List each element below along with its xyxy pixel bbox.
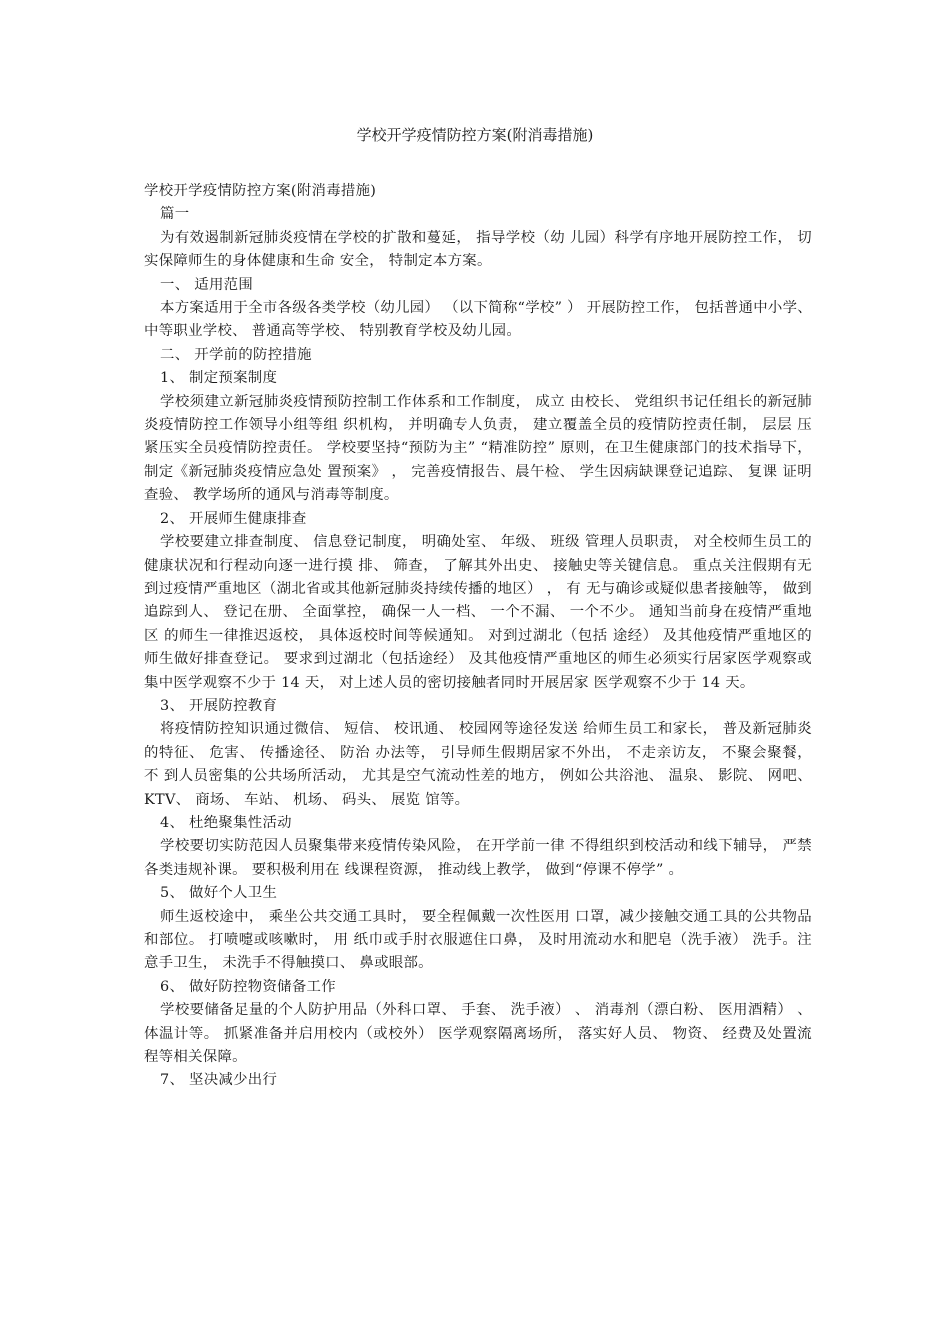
paragraph: 5、 做好个人卫生 xyxy=(160,885,278,902)
paragraph: 将疫情防控知识通过微信、 短信、 校讯通、 校园网等途径发送 给师生员工和家长， 普及新冠肺炎的特征、 危害、 传播途径、 防治 办法等， 引导师生假期居家不外出， 不走亲访友， 不聚会聚餐， 不 到人员密集的公共场所活动， 尤其是空气流动性差的地方， 例如公共浴池、 温泉、 影院、 网吧、KTV、 商场、 车站、 机场、 码头、 展览 馆等。 xyxy=(144,721,812,808)
paragraph: 学校要储备足量的个人防护用品（外科口罩、 手套、 洗手液） 、 消毒剂（漂白粉、 医用酒精） 、 体温计等。 抓紧准备并启用校内（或校外） 医学观察隔离场所， 落实好人员、 物资、 经费及处置流 程等相关保障。 xyxy=(144,1002,812,1066)
paragraph: 4、 杜绝聚集性活动 xyxy=(160,814,292,831)
paragraph: 篇一 xyxy=(160,206,190,223)
paragraph: 学校要切实防范因人员聚集带来疫情传染风险， 在开学前一律 不得组织到校活动和线下辅导， 严禁各类违规补课。 要积极利用在 线课程资源， 推动线上教学， 做到“停课不停学” 。 xyxy=(144,838,812,878)
paragraph: 本方案适用于全市各级各类学校（幼儿园） （以下简称“学校” ） 开展防控工作， 包括普通中小学、 中等职业学校、 普通高等学校、 特别教育学校及幼儿园。 xyxy=(144,300,812,340)
paragraph: 3、 开展防控教育 xyxy=(160,697,278,714)
paragraph: 一、 适用范围 xyxy=(160,276,254,293)
document-title: 学校开学疫情防控方案(附消毒措施) xyxy=(356,126,594,144)
paragraph: 为有效遏制新冠肺炎疫情在学校的扩散和蔓延， 指导学校（幼 儿园）科学有序地开展防控工作， 切实保障师生的身体健康和生命 安全， 特制定本方案。 xyxy=(144,229,812,270)
paragraph: 2、 开展师生健康排查 xyxy=(160,510,307,527)
paragraph: 学校开学疫情防控方案(附消毒措施) xyxy=(144,183,377,199)
paragraph: 1、 制定预案制度 xyxy=(160,370,278,387)
paragraph: 6、 做好防控物资储备工作 xyxy=(160,978,336,995)
document-body xyxy=(144,180,812,1093)
paragraph: 学校须建立新冠肺炎疫情预防控制工作体系和工作制度， 成立 由校长、 党组织书记任组长的新冠肺炎疫情防控工作领导小组等组 织机构， 并明确专人负责， 建立覆盖全员的疫情防控责任制， 层层 压紧压实全员疫情防控责任。 学校要坚持“预防为主” “精准防控” 原则，在卫生健康部门的技术指导下， 制定《新冠肺炎疫情应急处 置预案》 ， 完善疫情报告、晨午检、 学生因病缺课登记追踪、 复课 证明查验、 教学场所的通风与消毒等制度。 xyxy=(144,393,812,504)
paragraph: 学校要建立排查制度、 信息登记制度， 明确处室、 年级、 班级 管理人员职责， 对全校师生员工的健康状况和行程动向逐一进行摸 排、 筛查， 了解其外出史、 接触史等关键信息。 重点关注假期有无 到过疫情严重地区（湖北省或其他新冠肺炎持续传播的地区） ， 有 无与确诊或疑似患者接触等， 做到追踪到人、 登记在册、 全面掌控， 确保一人一档、 一个不漏、 一个不少。 通知当前身在疫情严重地区 的师生一律推迟返校， 具体返校时间等候通知。 对到过湖北（包括 途经） 及其他疫情严重地区的师生做好排查登记。 要求到过湖北（包括途经） 及其他疫情严重地区的师生必须实行居家医学观察或 集中医学观察不少于 14 天， 对上述人员的密切接触者同时开展居家 医学观察不少于 14 天。 xyxy=(144,534,812,691)
paragraph: 师生返校途中， 乘坐公共交通工具时， 要全程佩戴一次性医用 口罩，减少接触交通工具的公共物品和部位。 打喷嚏或咳嗽时， 用 纸巾或手肘衣服遮住口鼻， 及时用流动水和肥皂（洗手液） 洗手。注意手卫生， 未洗手不得触摸口、 鼻或眼部。 xyxy=(144,908,812,972)
paragraph: 二、 开学前的防控措施 xyxy=(160,346,312,363)
paragraph: 7、 坚决减少出行 xyxy=(160,1072,278,1089)
